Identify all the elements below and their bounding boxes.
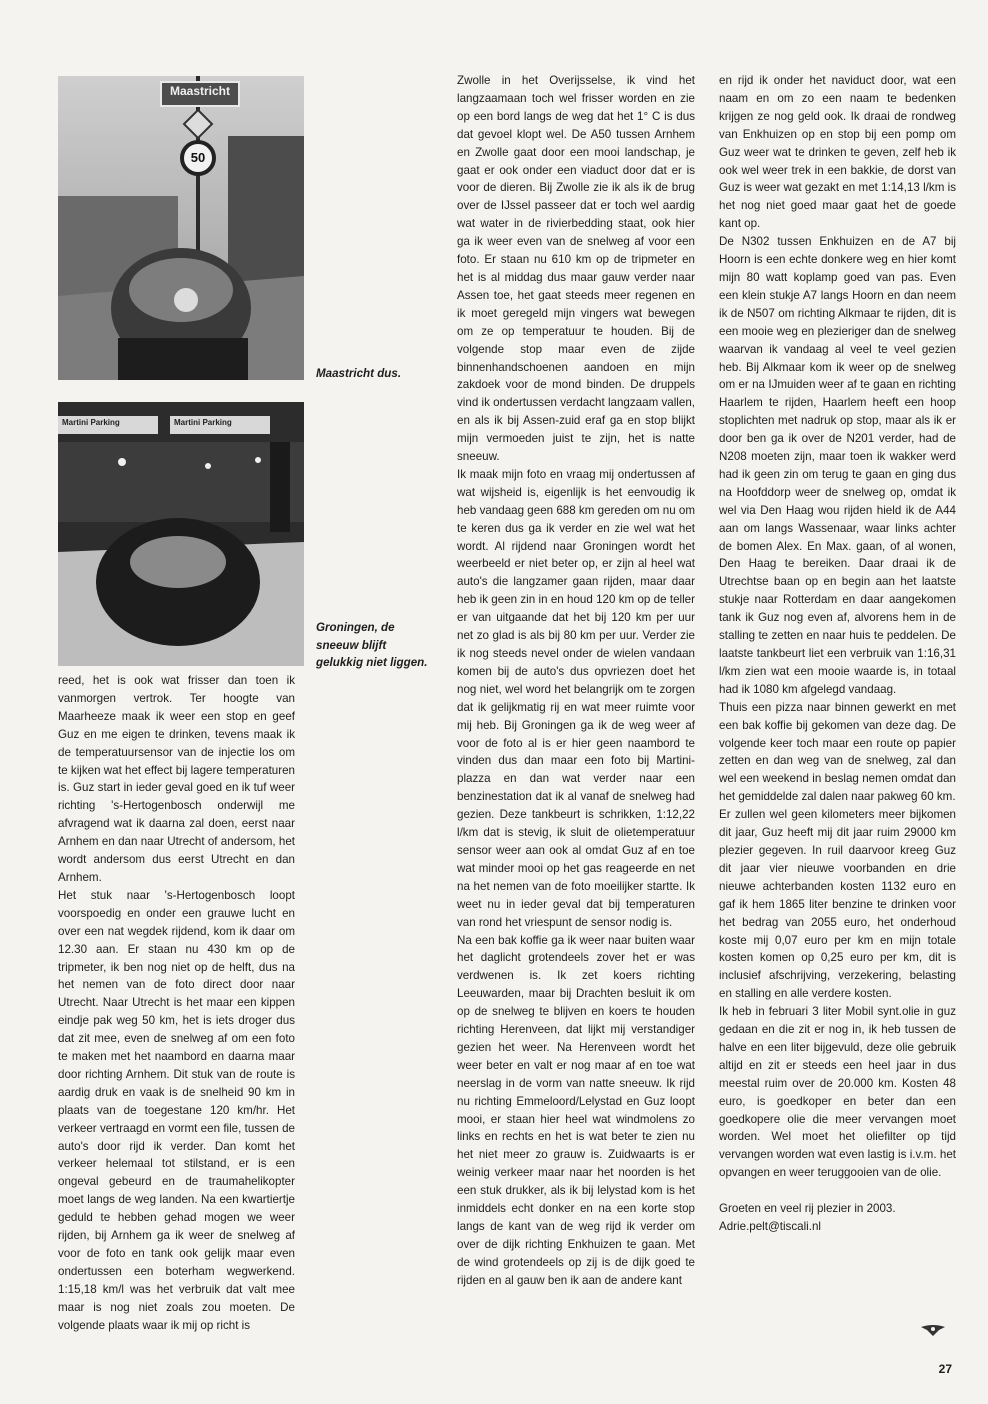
article-column-1 (58, 672, 295, 1335)
paragraph: Zwolle in het Overijsselse, ik vind het langzaamaan toch wel frisser worden en zie op een bord langs de weg dat het 1° C is dus dat gevoel klopt wel. De A50 tussen Arnhem en Zwolle gaat door een mooi landschap, je gaat er ook onder een viaduct door dat er is voor de dieren. Bij Zwolle zie ik als ik de brug over de IJssel passeer dat er toch wel aardig wat water in de rivierbedding staat, ook hier ga ik weer even van de snelweg af voor een foto. Er staan nu 610 km op de tripmeter en het is al middag dus maar gauw verder naar Assen toe, het gaat steeds meer regenen en ik moet geregeld mijn vingers wat bewegen om ze op temperatuur te houden. Bij de volgende stop maar even de zijde binnenhandschoenen aandoen en mijn zakdoek voor de mond binden. De druppels vind ik ondertussen verdacht langzaam vallen, en als ik bij Assen-zuid eraf ga en stop blijkt mijn vermoeden juist te zijn, het is natte sneeuw. (457, 74, 695, 464)
page-number: 27 (938, 1362, 952, 1376)
paragraph: Er zullen wel geen kilometers meer bijkomen dit jaar, Guz heeft mij dit jaar ruim 29000 km plezier gegeven. In ruil daarvoor kreeg Guz dit jaar vier nieuwe voorbanden en drie nieuwe achterbanden kosten 1132 euro en gaf ik hem 1865 liter benzine te drinken voor het bedrag van 2055 euro, het onderhoud koste mij 0,07 euro per km en mijn totale kosten komen op 0,25 euro per km, dit is inclusief afschrijving, verzekering, belasting en stalling en alle verdere kosten. (719, 808, 956, 1001)
photo-groningen-image (58, 402, 304, 666)
paragraph: en rijd ik onder het naviduct door, wat een naam en om zo een naam te bedenken krijgen ze nog geld ook. Ik draai de rondweg van Enkhuizen op en stop bij een pomp om Guz weer wat te drinken te geven, zelf heb ik ook wel weer trek in een bakkie, de dorst van Guz is weer wat gezakt en met 1:14,13 l/km is het nog niet goed maar gaat het de goede kant op. (719, 74, 956, 231)
speed-limit-sign: 50 (190, 150, 206, 165)
article-column-2 (457, 72, 695, 1290)
parking-sign-left: Martini Parking (62, 418, 120, 427)
paragraph: Het stuk naar 's-Hertogenbosch loopt voorspoedig en onder een grauwe lucht en over een nat wegdek rijdend, kom ik daar om 12.30 aan. Er staan nu 430 km op de tripmeter, ik ben nog niet op de helft, dus na het nemen van de foto direct door naar Utrecht. Naar Utrecht is het maar een kippen eindje pak weg 50 km, het is iets droger dus dat zit mee, even de snelweg af om een foto te maken met het naambord en daarna maar door richting Arnhem. Dit stuk van de route is aardig druk en vaak is de snelheid 90 km in plaats van de toegestane 120 km/hr. Het verkeer vertraagd en vormt een file, tussen de auto's door rijd ik verder. Dan komt het verkeer helemaal tot stilstand, er is een ongeval gebeurd en de traumahelikopter moet langs de weg landen. Na een kwartiertje geduld te hebben gehad mogen we weer rijden, bij Arnhem ga ik weer de snelweg af voor de foto en tank ook gelijk maar even ondertussen een boterham wegwerkend. 1:15,18 km/l was het verbruik dat valt mee maar is nog niet zoals zou moeten. De volgende plaats waar ik mij op richt is (58, 888, 295, 1332)
article-column-3 (719, 72, 956, 1236)
signoff-greeting: Groeten en veel rij plezier in 2003. (719, 1202, 896, 1216)
paragraph: Na een bak koffie ga ik weer naar buiten waar het daglicht grotendeels zover het er was verdwenen is. Ik zet koers richting Leeuwarden, maar bij Drachten besluit ik om op de snelweg te blijven en koers te houden richting Herenveen, dat lijkt mij verstandiger gezien het weer. Na Herenveen wordt het weer beter en valt er nog maar af en toe wat neerslag in de vorm van natte sneeuw. Ik rijd nu richting Emmeloord/Lelystad en Guz loopt mooi, er staan hier heel wat windmolens zo links en rechts en het is wat beter te zien nu het niet meer zo grauw is. Zuidwaarts is er weinig verkeer maar naar het noorden is het een stuk drukker, als ik bij lelystad kom is het inmiddels echt donker en na een korte stop langs de kant van de weg rijd ik verder om over de dijk richting Enkhuizen te gaan. Met de wind grotendeels op zij is de dijk goed te rijden en al gauw ben ik aan de andere kant (457, 933, 695, 1287)
paragraph: Thuis een pizza naar binnen gewerkt en met een bak koffie bij gekomen van deze dag. De volgende keer toch maar een route op papier zetten en dan weg van de snelweg, zal dan wel een weekend in beslag nemen omdat dan het gemiddelde zal dalen naar pakweg 60 km. (719, 700, 956, 804)
paragraph: Ik heb in februari 3 liter Mobil synt.olie in guz gedaan en die zit er nog in, ik heb tussen de halve en een liter bijgevuld, deze olie gebruik altijd en zit er steeds een heel jaar in dus meestal ruim over de 20.000 km. Kosten 48 euro, is goedkoper en beter dan een goedkopere olie die meer vervangen moet worden. Wel moet het oliefilter op tijd vervangen worden wat even lastig is i.v.m. het opvangen en weer teruggooien van de olie. (719, 1005, 956, 1180)
photo-maastricht-image (58, 76, 304, 380)
paragraph: De N302 tussen Enkhuizen en de A7 bij Hoorn is een echte donkere weg en hier komt mijn 80 watt koplamp goed van pas. Even een klein stukje A7 langs Hoorn en dan neem ik de N507 om richting Alkmaar te rijden, dit is een mooie weg en plezieriger dan de snelweg waarvan ik vandaag al veel te veel gezien heb. Bij Alkmaar kom ik weer op de snelweg om er na IJmuiden weer af te gaan en richting Haarlem te rijden, Haarlem heeft een hoop stoplichten met nadruk op stop, maar als ik er door ben ga ik over de N201 verder, had de N208 moeten zijn, maar toen ik wakker werd had ik geen zin om terug te gaan en ging dus na Hoofddorp weer de snelweg op, omdat ik wel via Den Haag wou rijden hield ik de A44 aan om langs Wassenaar, waar links achter de bomen Alex. En Max. gaan, of al wonen, Den Haag te bereiken. Daar draai ik de Utrechtse baan op en begin aan het laatste stukje naar Rotterdam en daar aangekomen tank ik Guz nog even af, alvorens hem in de stalling te zetten en naar huis te peddelen. De laatste tankbeurt liet een verbruik van 1:16,31 l/km zien wat een mooie waarde is, in totaal had ik 1080 km afgelegd vandaag. (719, 235, 956, 696)
photo-maastricht (58, 76, 304, 380)
photo-groningen (58, 402, 304, 666)
caption-groningen: Groningen, de sneeuw blijft gelukkig niet liggen. (316, 621, 428, 669)
eagle-logo-icon (920, 1323, 946, 1342)
parking-sign-right: Martini Parking (174, 418, 232, 427)
sign-maastricht: Maastricht (169, 84, 231, 98)
signoff-email: Adrie.pelt@tiscali.nl (719, 1220, 821, 1234)
paragraph: Ik maak mijn foto en vraag mij ondertussen af wat wijsheid is, eigenlijk is het eenvoudig ik heb vandaag geen 688 km gereden om nu om te keren dus ga ik verder en zie wel wat het wordt. Al rijdend naar Groningen wordt het weerbeeld er niet beter op, er zijn al heel wat auto's die langzamer gaan rijden, maar daar heb ik geen zin in en houd 120 km op de teller er van uitgaande dat het bij 120 km per uur net zo glad is als bij 80 km per uur. Verder zie ik nog steeds nevel onder de wielen vandaan komen bij de auto's dus opvriezen doet het nog niet, wel word het belangrijk om te zorgen dat ik gelijkmatig rij en wat meer ruimte voor mij heb. Bij Groningen ga ik de weg weer af voor de foto al is er hier geen naambord te vinden dus dan maar een foto bij Martini-plazza en dan wat verder naar een benzinestation dat ik al vanaf de snelweg had gezien. Deze tankbeurt is schrikken, 1:12,22 l/km dat is stevig, ik sluit de olietemperatuur sensor weer aan ook al omdat Guz af en toe wat minder mooi op het gas reageerde en net na het nemen van de foto moeilijker startte. Ik weet nu in ieder geval dat bij temperaturen van rond het vriespunt de sensor nodig is. (457, 467, 695, 929)
paragraph: reed, het is ook wat frisser dan toen ik vanmorgen vertrok. Ter hoogte van Maarheeze maak ik weer een stop en geef Guz en me eigen te drinken, tevens maak ik de temperatuursensor van de injectie los om te kijken wat het effect bij lagere temperaturen is. Guz start in ieder geval goed en ik tuf weer richting 's-Hertogenbosch onderwijl me afvragend wat ik daarna zal doen, eerst naar Arnhem en dan naar Utrecht of andersom, het wordt andersom dus eerst Utrecht en dan Arnhem. (58, 674, 295, 884)
caption-maastricht: Maastricht dus. (316, 367, 402, 380)
